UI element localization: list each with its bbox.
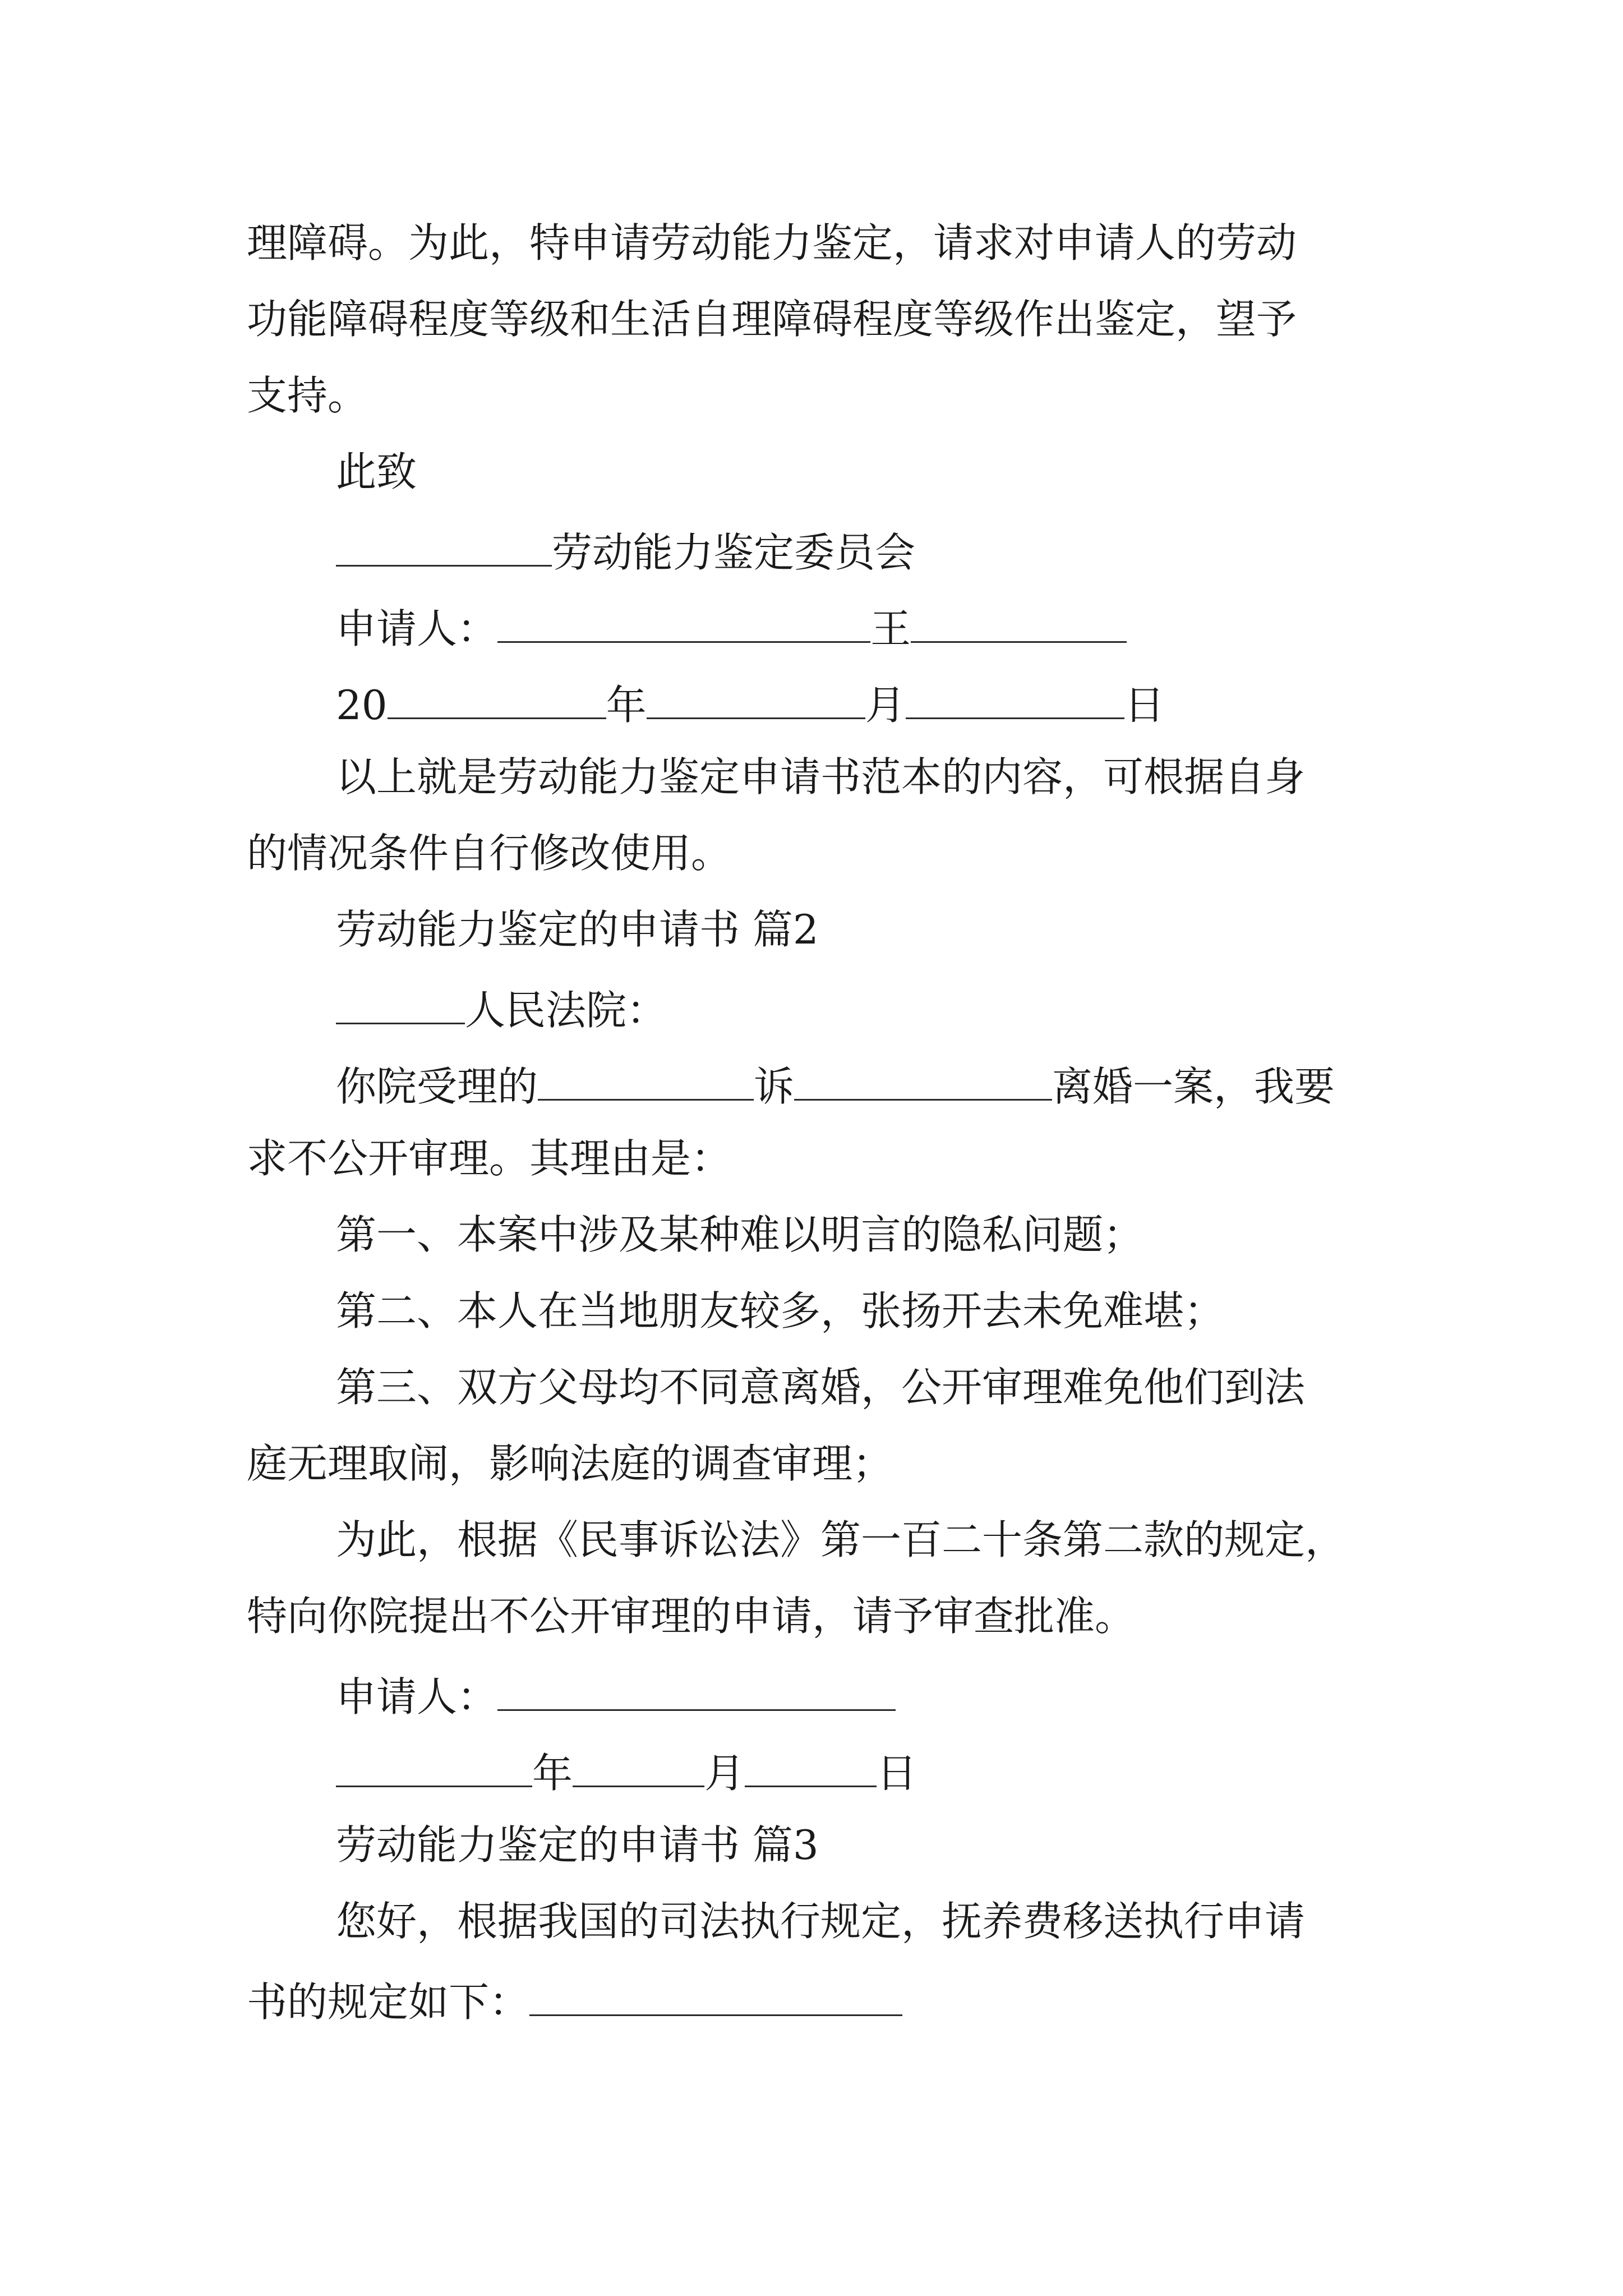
fill-blank xyxy=(529,1977,902,2016)
year-label: 年 xyxy=(532,1750,573,1797)
fill-blank xyxy=(911,604,1127,643)
fill-blank xyxy=(573,1749,704,1787)
paragraph-line: 的情况条件自行修改使用。 xyxy=(247,830,732,877)
fill-blank xyxy=(906,680,1124,719)
applicant-label: 申请人： xyxy=(336,1673,498,1720)
year-label: 年 xyxy=(606,682,647,729)
rules-line xyxy=(247,1977,902,2026)
date-line xyxy=(336,680,1165,729)
section-heading: 劳动能力鉴定的申请书 篇3 xyxy=(336,1821,819,1869)
paragraph-line: 理障碍。为此，特申请劳动能力鉴定，请求对申请人的劳动 xyxy=(247,219,1297,266)
court-text: 人民法院： xyxy=(465,987,667,1034)
case-text: 诉 xyxy=(754,1063,795,1110)
applicant-label: 申请人： xyxy=(336,605,498,652)
paragraph-line: 功能障碍程度等级和生活自理障碍程度等级作出鉴定，望予 xyxy=(247,296,1297,343)
paragraph-line: 以上就是劳动能力鉴定申请书范本的内容，可根据自身 xyxy=(336,753,1306,800)
case-text: 你院受理的 xyxy=(336,1063,538,1110)
fill-blank xyxy=(497,604,870,643)
fill-blank xyxy=(745,1749,877,1787)
applicant-line xyxy=(336,1672,896,1720)
fill-blank xyxy=(538,1062,754,1101)
paragraph-line: 支持。 xyxy=(247,372,368,419)
paragraph-line: 特向你院提出不公开审理的申请，请予审查批准。 xyxy=(247,1593,1136,1640)
section-heading: 劳动能力鉴定的申请书 篇2 xyxy=(336,906,819,953)
case-line xyxy=(336,1062,1335,1110)
fill-blank xyxy=(497,1672,896,1711)
paragraph-line: 第三、双方父母均不同意离婚，公开审理难免他们到法 xyxy=(336,1364,1306,1411)
fill-blank xyxy=(336,986,465,1024)
paragraph-line: 第二、本人在当地朋友较多，张扬开去未免难堪； xyxy=(336,1287,1225,1335)
addressee-line xyxy=(336,528,916,576)
fill-blank xyxy=(336,528,552,567)
month-label: 月 xyxy=(865,682,906,729)
year-prefix: 20 xyxy=(336,682,388,729)
paragraph-line: 为此，根据《民事诉讼法》第一百二十条第二款的规定， xyxy=(336,1516,1346,1563)
month-label: 月 xyxy=(704,1750,745,1797)
fill-blank xyxy=(336,1749,532,1787)
day-label: 日 xyxy=(877,1750,917,1797)
fill-blank xyxy=(794,1062,1052,1101)
day-label: 日 xyxy=(1124,682,1165,729)
addressee-text: 劳动能力鉴定委员会 xyxy=(552,529,916,576)
applicant-line xyxy=(336,604,1127,652)
fill-blank xyxy=(647,680,865,719)
fill-blank xyxy=(388,680,606,719)
date-line xyxy=(336,1749,917,1797)
case-text: 离婚一案，我要 xyxy=(1052,1063,1335,1110)
paragraph-line: 第一、本案中涉及某种难以明言的隐私问题； xyxy=(336,1211,1144,1258)
paragraph-line: 庭无理取闹，影响法庭的调查审理； xyxy=(247,1440,893,1487)
court-addressee-line xyxy=(336,986,667,1034)
applicant-name: 王 xyxy=(870,605,911,652)
paragraph-line: 求不公开审理。其理由是： xyxy=(247,1135,732,1182)
paragraph-line: 您好，根据我国的司法执行规定，抚养费移送执行申请 xyxy=(336,1898,1306,1945)
salutation: 此致 xyxy=(336,448,417,495)
rules-text: 书的规定如下： xyxy=(247,1978,530,2026)
